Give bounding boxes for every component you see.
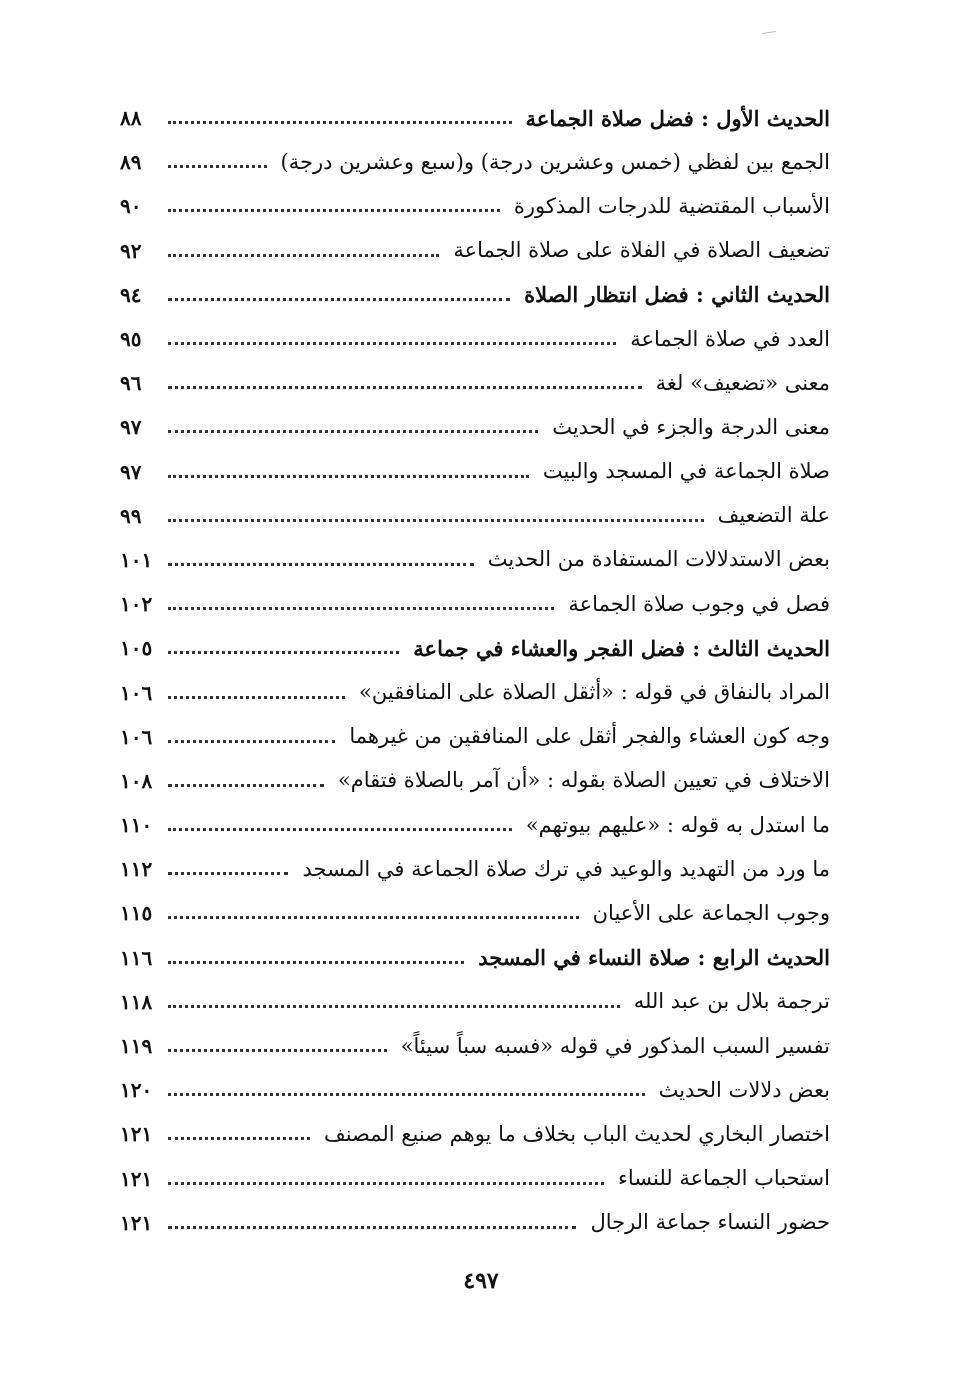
toc-entry-text: بعض الاستدلالات المستفادة من الحديث [487, 547, 830, 572]
dot-leader [168, 960, 464, 964]
toc-entry-text: ما ورد من التهديد والوعيد في ترك صلاة الجماعة في المسجد [302, 856, 830, 881]
toc-entry-separator: : [685, 635, 708, 661]
toc-row [120, 847, 830, 891]
toc-heading-row [120, 273, 830, 317]
toc-entry-page: ٨٨ [120, 106, 142, 131]
toc-entry-text: العدد في صلاة الجماعة [630, 326, 830, 351]
toc-entry-page: ١١٠ [120, 813, 153, 838]
toc-entry-title [339, 726, 830, 747]
dot-leader [168, 341, 616, 345]
toc-entry-title [580, 1212, 830, 1233]
dot-leader [168, 1136, 310, 1140]
toc-row [120, 361, 830, 405]
toc-entry-text: وجه كون العشاء والفجر أثقل على المنافقين من غيرهما [349, 724, 830, 749]
toc-entry-title [608, 1168, 830, 1189]
toc-entry-page: ١٢٠ [120, 1078, 153, 1103]
toc-entry-separator: : [688, 282, 712, 308]
toc-heading-row [120, 626, 830, 670]
toc-entry-title [271, 149, 830, 174]
toc-entry-page: ١١٢ [120, 857, 153, 882]
toc-entry-title [328, 770, 830, 791]
toc-row [120, 317, 830, 361]
toc-entry-text: فضل انتظار الصلاة [524, 282, 689, 308]
dot-leader [168, 650, 399, 654]
toc-entry-page: ١١٩ [120, 1034, 153, 1059]
toc-entry-page: ١١٦ [120, 945, 153, 970]
toc-entry-text: ترجمة بلال بن عبد الله [633, 989, 830, 1014]
toc-heading-row [120, 936, 830, 980]
toc-row [120, 715, 830, 759]
dot-leader [168, 783, 324, 787]
toc-entry-page: ٨٩ [120, 150, 142, 175]
toc-row [120, 1157, 830, 1201]
dot-leader [168, 208, 500, 212]
toc-entry-title [403, 635, 830, 661]
dot-leader [168, 1225, 576, 1229]
toc-entry-page: ٩٠ [120, 194, 142, 219]
dot-leader [168, 429, 538, 433]
toc-entry-title [314, 1121, 830, 1146]
dot-leader [168, 695, 345, 699]
toc-row [120, 582, 830, 626]
toc-entry-page: ١٠٦ [120, 724, 153, 749]
toc-entry-text: الاختلاف في تعيين الصلاة بقوله : «أن آمر بالصلاة فتقام» [337, 768, 830, 793]
toc-entry-separator: : [690, 945, 713, 971]
scan-mark [762, 31, 776, 36]
toc-row [120, 670, 830, 714]
toc-row [120, 1201, 830, 1245]
toc-entry-title [542, 414, 830, 439]
toc-entry-title [292, 856, 830, 881]
toc-entry-page: ١٢١ [120, 1210, 153, 1235]
toc-entry-text: ما استدل به قوله : «عليهم بيوتهم» [525, 812, 830, 837]
toc-entry-text: معنى الدرجة والجزء في الحديث [552, 414, 830, 439]
toc-entry-text: وجوب الجماعة على الأعيان [592, 900, 830, 925]
dot-leader [168, 164, 267, 168]
toc-row [120, 450, 830, 494]
toc-entry-title [504, 193, 830, 218]
toc-entry-text: حضور النساء جماعة الرجال [590, 1210, 830, 1235]
toc-entry-title [468, 945, 830, 971]
dot-leader [168, 297, 510, 301]
toc-heading-row [120, 96, 830, 140]
toc-entry-title [443, 240, 830, 261]
toc-row [120, 1024, 830, 1068]
dot-leader [168, 739, 335, 743]
dot-leader [168, 871, 288, 875]
toc-row [120, 405, 830, 449]
toc-row [120, 494, 830, 538]
toc-entry-title [583, 900, 830, 925]
dot-leader [168, 120, 512, 124]
toc-entry-title [514, 282, 830, 308]
table-of-contents [120, 96, 830, 1245]
toc-entry-title [558, 591, 830, 616]
toc-row [120, 891, 830, 935]
dot-leader [168, 1048, 387, 1052]
toc-entry-title [708, 505, 830, 526]
dot-leader [168, 474, 529, 478]
toc-entry-lead: الحديث الثالث [707, 635, 830, 661]
toc-entry-page: ١٠١ [120, 547, 153, 572]
toc-entry-text: فضل الفجر والعشاء في جماعة [413, 635, 686, 661]
toc-entry-title [649, 1077, 830, 1102]
toc-entry-text: اختصار البخاري لحديث الباب بخلاف ما يوهم صنيع المصنف [323, 1121, 830, 1146]
dot-leader [168, 562, 474, 566]
toc-row [120, 759, 830, 803]
dot-leader [168, 606, 554, 610]
toc-row [120, 1068, 830, 1112]
toc-entry-lead: الحديث الرابع [712, 945, 830, 971]
toc-row [120, 980, 830, 1024]
toc-entry-title [620, 326, 830, 351]
toc-entry-text: المراد بالنفاق في قوله : «أثقل الصلاة على المنافقين» [359, 680, 830, 705]
toc-entry-text: استحباب الجماعة للنساء [618, 1166, 830, 1191]
toc-entry-text: الأسباب المقتضية للدرجات المذكورة [513, 193, 830, 218]
dot-leader [168, 518, 704, 522]
toc-entry-text: فضل صلاة الجماعة [525, 105, 694, 131]
dot-leader [168, 1004, 620, 1008]
toc-entry-page: ٩٥ [120, 327, 142, 352]
toc-row [120, 803, 830, 847]
dot-leader [168, 1181, 604, 1185]
toc-entry-page: ١٠٨ [120, 768, 153, 793]
toc-entry-page: ٩٩ [120, 503, 142, 528]
toc-row [120, 229, 830, 273]
toc-entry-lead: الحديث الثاني [711, 282, 830, 308]
toc-row [120, 1112, 830, 1156]
dot-leader [168, 827, 512, 831]
toc-entry-title [478, 549, 830, 570]
toc-entry-text: تضعيف الصلاة في الفلاة على صلاة الجماعة [453, 238, 830, 263]
toc-entry-text: معنى «تضعيف» لغة [655, 370, 830, 395]
toc-entry-page: ٩٤ [120, 282, 142, 307]
toc-entry-text: الجمع بين لفظي (خمس وعشرين درجة) و(سبع وعشرين درجة) [280, 149, 830, 174]
toc-row [120, 184, 830, 228]
page-number: ٤٩٧ [463, 1268, 499, 1294]
toc-entry-page: ٩٧ [120, 459, 142, 484]
toc-entry-page: ١٠٦ [120, 680, 153, 705]
toc-entry-page: ٩٧ [120, 415, 142, 440]
toc-entry-text: فصل في وجوب صلاة الجماعة [568, 591, 830, 616]
toc-row [120, 140, 830, 184]
toc-entry-title [349, 682, 830, 703]
toc-entry-title [391, 1033, 830, 1058]
toc-entry-page: ١٠٢ [120, 592, 153, 617]
dot-leader [168, 915, 579, 919]
toc-entry-title [624, 991, 830, 1012]
toc-entry-page: ١٢١ [120, 1166, 153, 1191]
toc-entry-text: صلاة النساء في المسجد [478, 945, 691, 971]
toc-entry-lead: الحديث الأول [716, 105, 830, 131]
toc-row [120, 538, 830, 582]
dot-leader [168, 1092, 645, 1096]
toc-entry-page: ٩٦ [120, 371, 142, 396]
toc-entry-page: ٩٢ [120, 238, 142, 263]
toc-entry-separator: : [693, 105, 717, 131]
toc-entry-text: بعض دلالات الحديث [658, 1077, 830, 1102]
toc-entry-title [516, 812, 830, 837]
toc-entry-page: ١١٨ [120, 989, 153, 1014]
dot-leader [168, 385, 642, 389]
toc-entry-title [533, 461, 830, 482]
toc-entry-page: ١٠٥ [120, 636, 153, 661]
dot-leader [168, 253, 439, 257]
toc-entry-title [516, 105, 830, 131]
toc-entry-text: تفسير السبب المذكور في قوله «فسبه سباً سيئاً» [400, 1033, 830, 1058]
toc-entry-page: ١٢١ [120, 1122, 153, 1147]
toc-entry-text: صلاة الجماعة في المسجد والبيت [542, 459, 830, 484]
toc-entry-page: ١١٥ [120, 901, 153, 926]
toc-entry-title [646, 370, 830, 395]
toc-entry-text: علة التضعيف [717, 503, 830, 528]
